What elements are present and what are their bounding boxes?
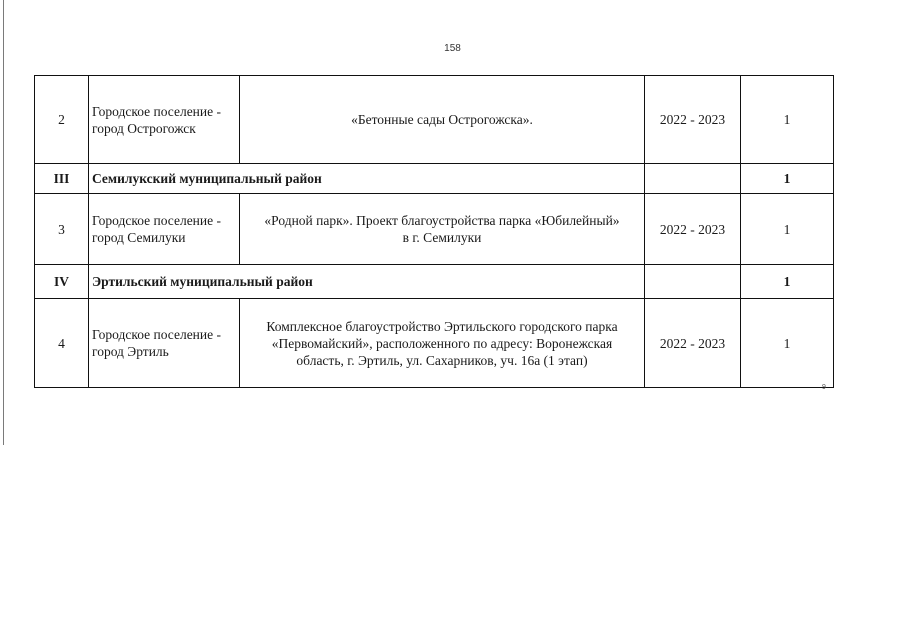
section-quantity: 1 xyxy=(741,164,834,194)
project-line: «Бетонные сады Острогожска». xyxy=(351,112,533,127)
table-row-item-2 xyxy=(35,76,834,164)
row-number: 2 xyxy=(35,76,89,164)
project-line: «Первомайский», расположенного по адресу: Воронежская xyxy=(271,335,613,351)
period-cell: 2022 - 2023 xyxy=(645,299,741,388)
projects-table xyxy=(34,75,834,388)
municipality-cell xyxy=(89,76,240,164)
project-line: в г. Семилуки xyxy=(402,230,482,245)
municipality-line: Городское поселение - xyxy=(92,327,221,342)
municipality-cell xyxy=(89,194,240,265)
project-cell xyxy=(240,299,645,388)
municipality-line: Городское поселение - xyxy=(92,213,221,228)
quantity-cell: 1 xyxy=(741,194,834,265)
empty-cell xyxy=(645,265,741,299)
project-cell xyxy=(240,76,645,164)
section-number: III xyxy=(35,164,89,194)
table-row-item-4 xyxy=(35,299,834,388)
empty-cell xyxy=(645,164,741,194)
project-line: «Родной парк». Проект благоустройства парка «Юбилейный» xyxy=(264,213,620,228)
section-number: IV xyxy=(35,265,89,299)
quantity-cell: 1 xyxy=(741,299,834,388)
municipality-line: Городское поселение - xyxy=(92,103,221,119)
project-cell xyxy=(240,194,645,265)
municipality-line: город Острогожск xyxy=(92,120,196,136)
scan-edge-line xyxy=(3,0,4,445)
municipality-line: город Семилуки xyxy=(92,230,186,245)
quantity-cell: 1 xyxy=(741,76,834,164)
table-row-item-3 xyxy=(35,194,834,265)
municipality-line: город Эртиль xyxy=(92,344,169,359)
table-row-section-III xyxy=(35,164,834,194)
project-line: Комплексное благоустройство Эртильского городского парка xyxy=(266,318,618,334)
section-quantity: 1 xyxy=(741,265,834,299)
footnote-mark: 9 xyxy=(822,384,826,391)
period-cell: 2022 - 2023 xyxy=(645,194,741,265)
project-line: область, г. Эртиль, ул. Сахарников, уч. 16а (1 этап) xyxy=(296,352,588,368)
municipality-cell xyxy=(89,299,240,388)
page-number: 158 xyxy=(444,43,461,54)
section-name: Эртильский муниципальный район xyxy=(89,265,645,299)
row-number: 4 xyxy=(35,299,89,388)
table-row-section-IV xyxy=(35,265,834,299)
row-number: 3 xyxy=(35,194,89,265)
period-cell: 2022 - 2023 xyxy=(645,76,741,164)
section-name: Семилукский муниципальный район xyxy=(89,164,645,194)
